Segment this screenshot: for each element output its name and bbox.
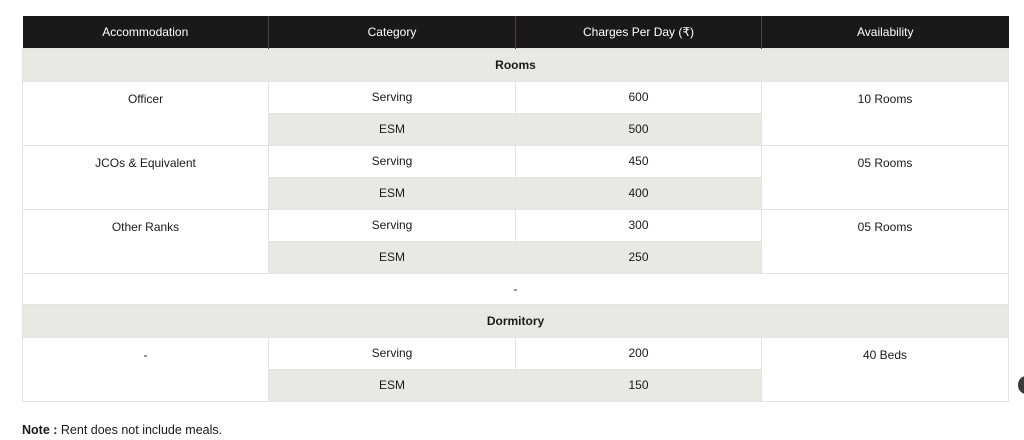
availability-cell: 10 Rooms [762, 81, 1009, 145]
note-body: Rent does not include meals. [57, 423, 223, 437]
charge-cell: 500 [516, 113, 762, 145]
spacer-row [23, 273, 1009, 304]
section-row-rooms [23, 48, 1009, 81]
accommodation-cell: Officer [23, 81, 269, 145]
header-category: Category [269, 16, 516, 48]
charge-cell: 200 [516, 337, 762, 369]
section-title-dormitory: Dormitory [23, 304, 1009, 337]
table-row [23, 209, 1009, 241]
spacer-cell: - [23, 273, 1009, 304]
category-cell: ESM [269, 241, 516, 273]
header-availability: Availability [762, 16, 1009, 48]
section-title-rooms: Rooms [23, 48, 1009, 81]
category-cell: Serving [269, 145, 516, 177]
charge-cell: 150 [516, 369, 762, 401]
category-cell: Serving [269, 337, 516, 369]
table-row [23, 337, 1009, 369]
header-accommodation: Accommodation [23, 16, 269, 48]
accommodation-cell: - [23, 337, 269, 401]
accommodation-cell: Other Ranks [23, 209, 269, 273]
note-label: Note : [22, 423, 58, 437]
availability-cell: 05 Rooms [762, 145, 1009, 209]
charge-cell: 600 [516, 81, 762, 113]
category-cell: Serving [269, 209, 516, 241]
table-row [23, 145, 1009, 177]
charge-cell: 250 [516, 241, 762, 273]
accommodation-cell: JCOs & Equivalent [23, 145, 269, 209]
charge-cell: 400 [516, 177, 762, 209]
floating-action-button[interactable] [1018, 376, 1024, 394]
category-cell: Serving [269, 81, 516, 113]
category-cell: ESM [269, 177, 516, 209]
availability-cell: 05 Rooms [762, 209, 1009, 273]
category-cell: ESM [269, 369, 516, 401]
charge-cell: 450 [516, 145, 762, 177]
availability-cell: 40 Beds [762, 337, 1009, 401]
table-row [23, 81, 1009, 113]
note-text [22, 423, 222, 437]
accommodation-charges-table [22, 16, 1009, 402]
section-row-dormitory [23, 304, 1009, 337]
table-header-row [23, 16, 1009, 48]
category-cell: ESM [269, 113, 516, 145]
header-charges-per-day: Charges Per Day (₹) [516, 16, 762, 48]
charge-cell: 300 [516, 209, 762, 241]
